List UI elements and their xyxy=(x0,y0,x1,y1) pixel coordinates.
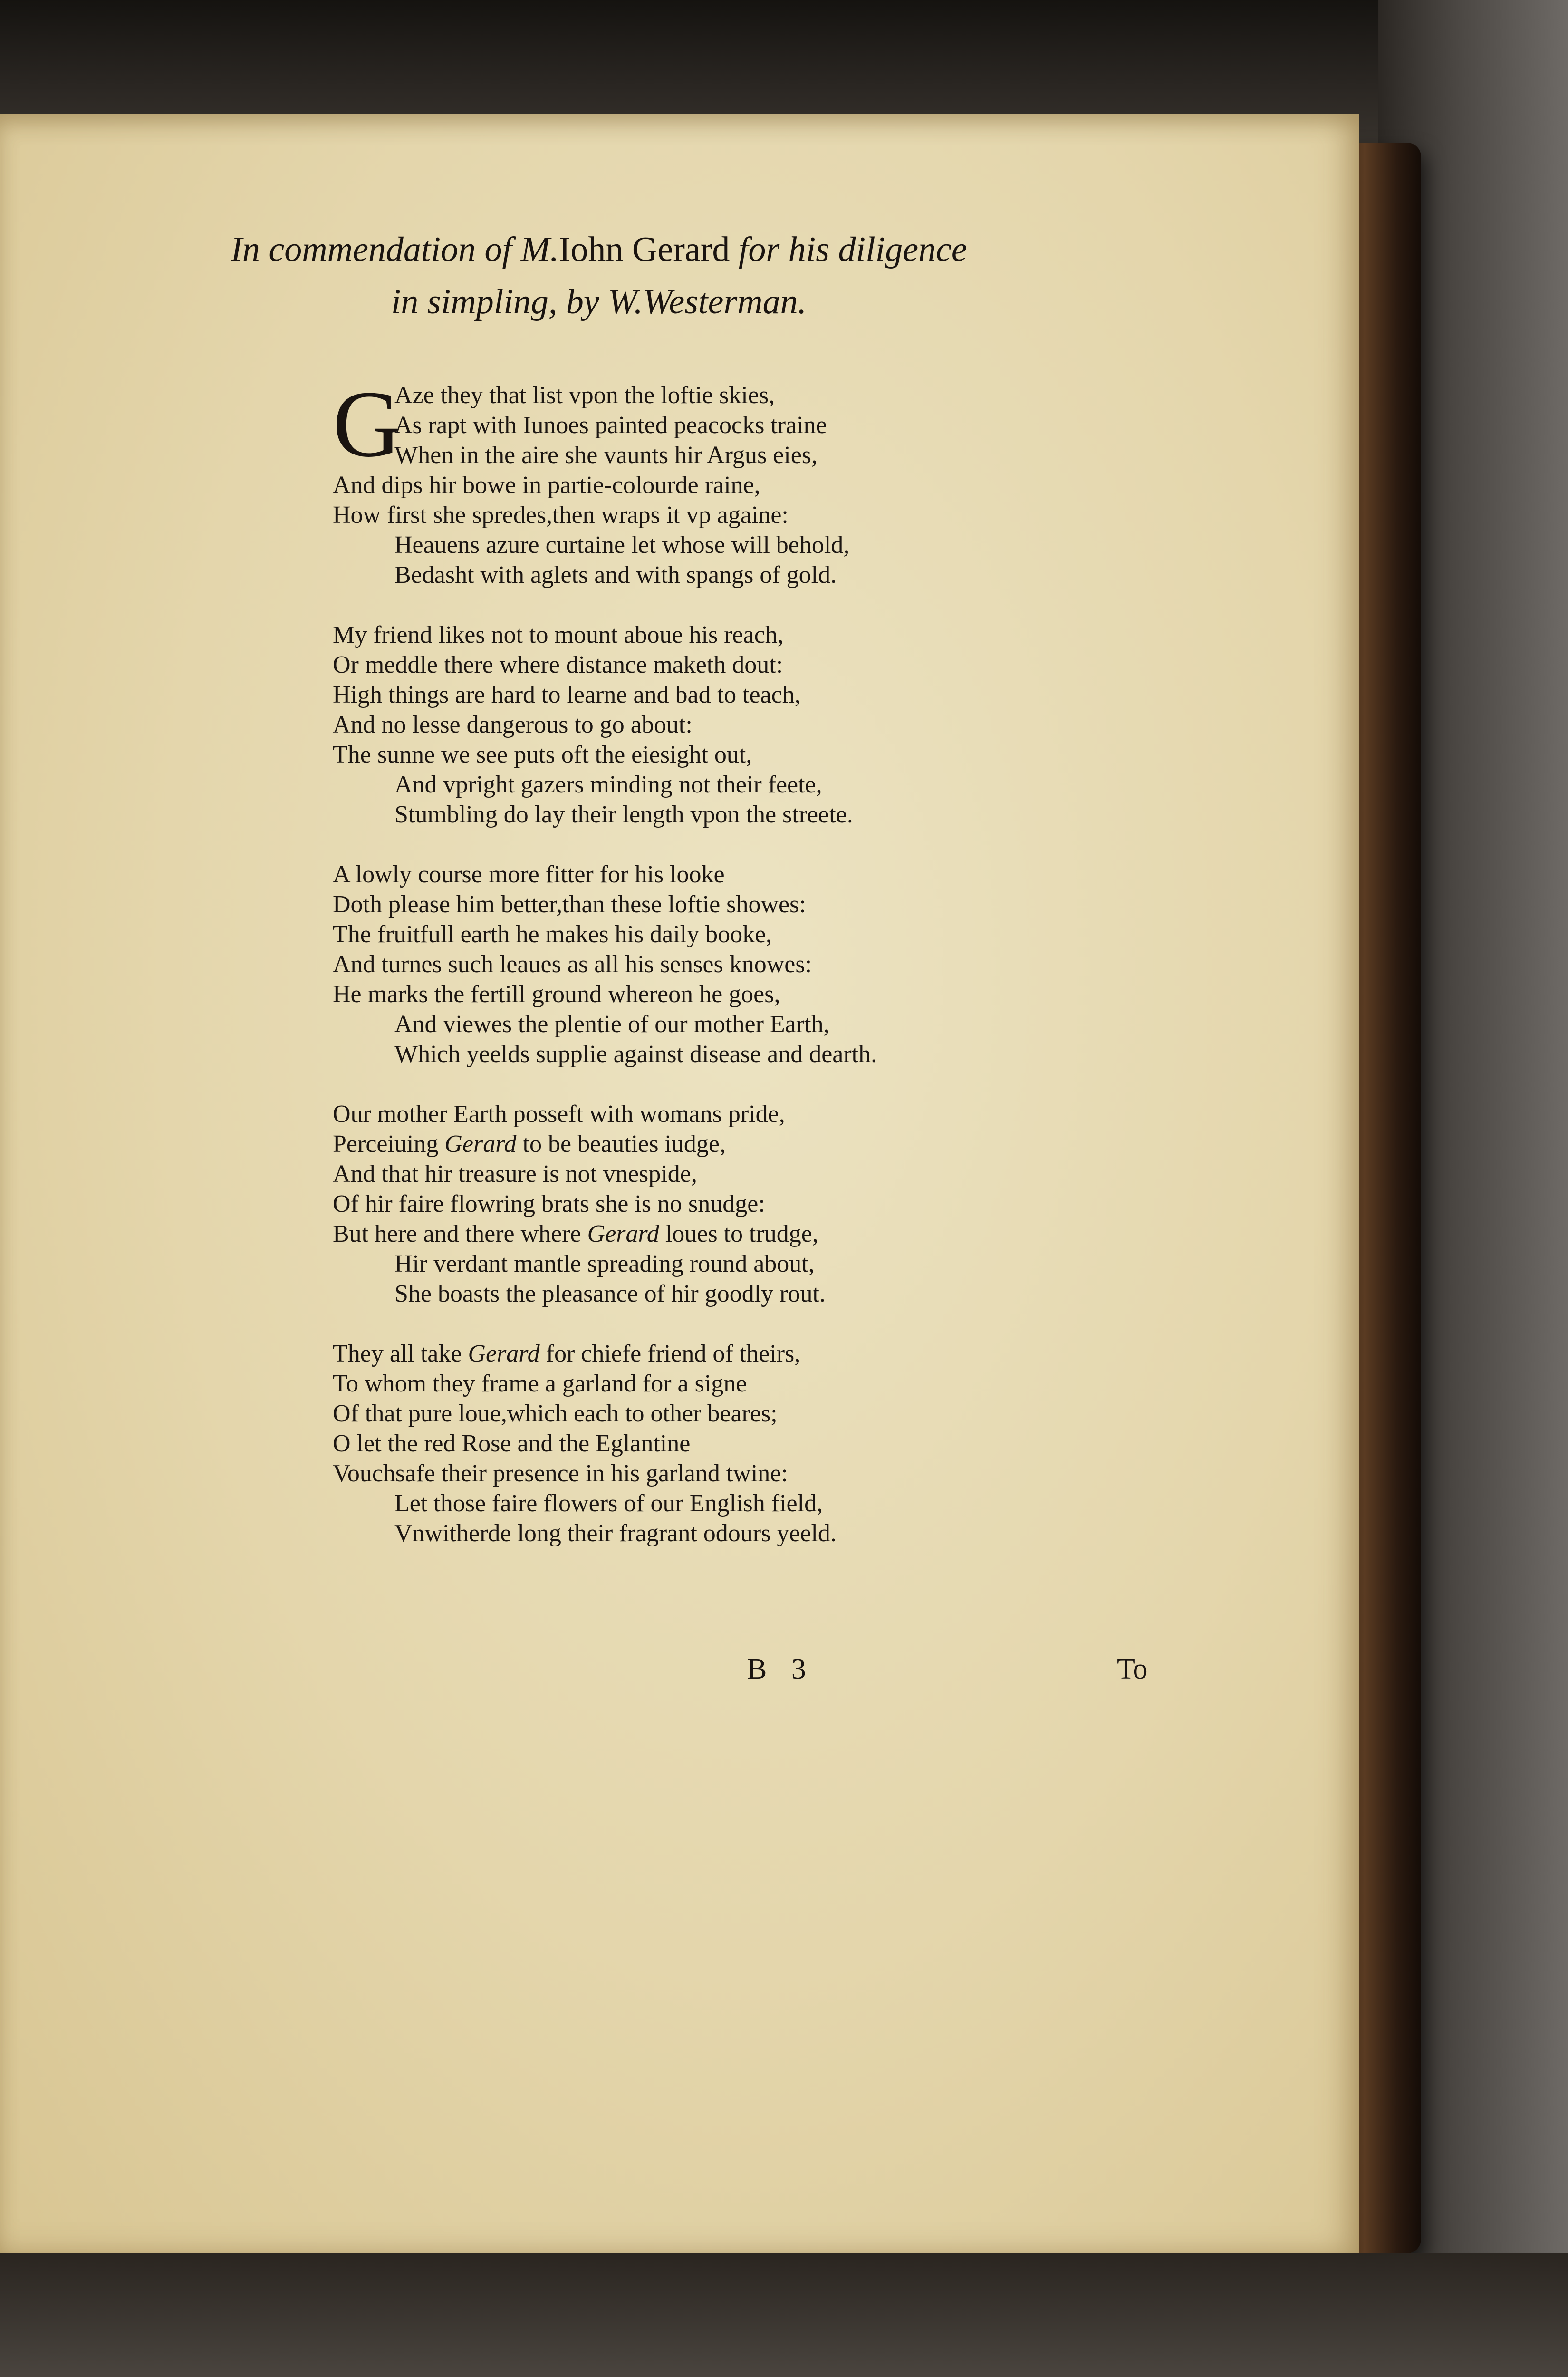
poem xyxy=(333,372,1141,1578)
poem-line: A lowly course more fitter for his looke xyxy=(333,861,725,888)
poem-line: And viewes the plentie of our mother Earth, xyxy=(394,1011,830,1038)
poem-line: And turnes such leaues as all his senses knowes: xyxy=(333,951,812,978)
poem-line: She boasts the pleasance of hir goodly rout. xyxy=(394,1280,826,1307)
poem-line: Perceiuing Gerard to be beauties iudge, xyxy=(333,1131,726,1158)
stanza xyxy=(333,1339,1141,1548)
poem-line: My friend likes not to mount aboue his reach, xyxy=(333,621,784,648)
poem-line: How first she spredes,then wraps it vp againe: xyxy=(333,502,789,529)
poem-line: Doth please him better,than these loftie showes: xyxy=(333,891,806,918)
stanza xyxy=(333,372,1141,590)
poem-line: Vnwitherde long their fragrant odours yeeld. xyxy=(394,1520,837,1547)
poem-line: Aze they that list vpon the loftie skies, xyxy=(394,382,775,409)
poem-line: As rapt with Iunoes painted peacocks traine xyxy=(394,412,827,439)
heading-line-2: in simpling, by W.Westerman. xyxy=(391,282,807,321)
poem-line: And vpright gazers minding not their feete, xyxy=(394,771,822,798)
poem-line: Bedasht with aglets and with spangs of gold. xyxy=(394,561,837,589)
stanza xyxy=(333,620,1141,830)
poem-line: And no lesse dangerous to go about: xyxy=(333,711,693,738)
signature-mark: B 3 xyxy=(747,1653,815,1685)
poem-line: And dips hir bowe in partie-colourde raine, xyxy=(333,472,760,499)
poem-line: Let those faire flowers of our English field, xyxy=(394,1490,823,1517)
poem-line: Vouchsafe their presence in his garland twine: xyxy=(333,1460,788,1487)
stanza xyxy=(333,1099,1141,1309)
poem-line: They all take Gerard for chiefe friend of theirs, xyxy=(333,1340,801,1367)
poem-line: To whom they frame a garland for a signe xyxy=(333,1370,747,1397)
poem-line: O let the red Rose and the Eglantine xyxy=(333,1430,691,1457)
drop-cap: G xyxy=(333,372,402,477)
poem-line: The fruitfull earth he makes his daily booke, xyxy=(333,921,772,948)
catchword: To xyxy=(1117,1653,1148,1685)
poem-line: Of hir faire flowring brats she is no snudge: xyxy=(333,1190,765,1217)
background-bottom xyxy=(0,2253,1568,2377)
poem-line: Of that pure loue,which each to other beares; xyxy=(333,1400,778,1427)
poem-line: Stumbling do lay their length vpon the streete. xyxy=(394,801,853,828)
heading-name: Iohn Gerard xyxy=(558,230,730,269)
poem-line: The sunne we see puts oft the eiesight out, xyxy=(333,741,752,768)
poem-line: Which yeelds supplie against disease and dearth. xyxy=(394,1041,877,1068)
poem-line: When in the aire she vaunts hir Argus eies, xyxy=(394,442,818,469)
heading-line-1 xyxy=(0,232,1279,267)
poem-line: Or meddle there where distance maketh dout: xyxy=(333,651,783,678)
heading-part-c: for his diligence xyxy=(730,230,967,269)
poem-line: High things are hard to learne and bad to teach, xyxy=(333,681,801,708)
poem-line: Hir verdant mantle spreading round about, xyxy=(394,1250,815,1277)
poem-line: Our mother Earth posseft with womans pride, xyxy=(333,1101,785,1128)
poem-line: And that hir treasure is not vnespide, xyxy=(333,1160,697,1188)
heading-part-a: In commendation of M. xyxy=(231,230,559,269)
poem-line: He marks the fertill ground whereon he goes, xyxy=(333,981,780,1008)
stanza xyxy=(333,860,1141,1069)
poem-line: Heauens azure curtaine let whose will behold, xyxy=(394,531,850,559)
poem-line: But here and there where Gerard loues to trudge, xyxy=(333,1220,818,1247)
